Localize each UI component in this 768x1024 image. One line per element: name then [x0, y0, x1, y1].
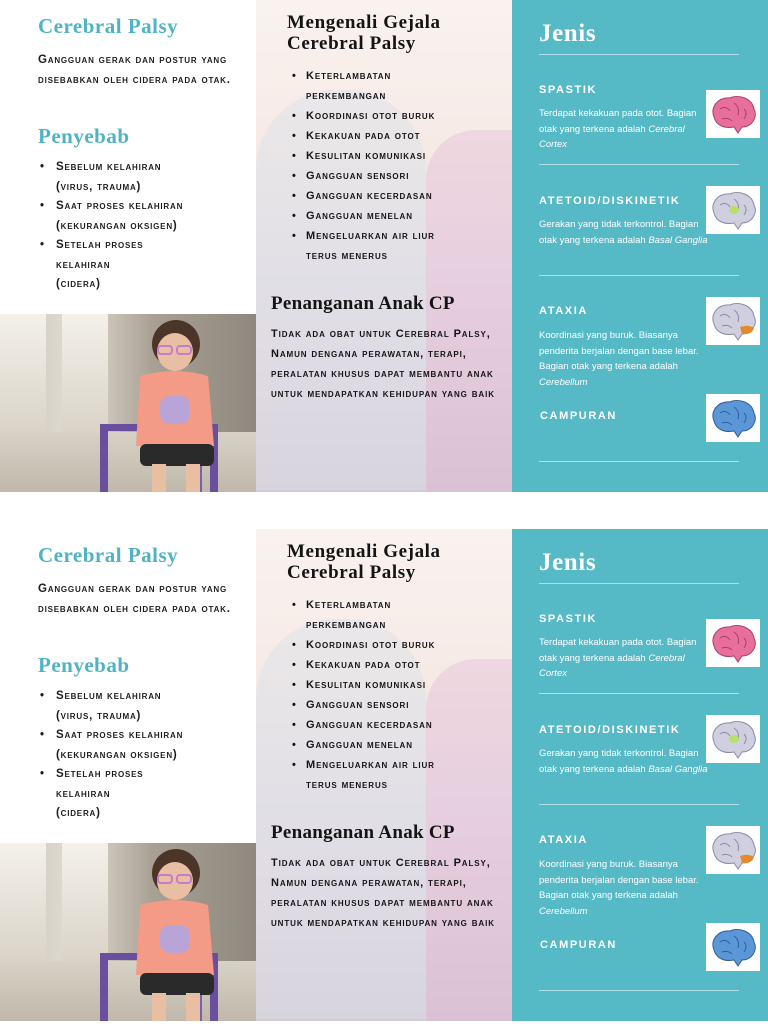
type-name: ATETOID/DISKINETIK: [539, 724, 681, 736]
symptoms-title: Mengenali Gejala Cerebral Palsy: [287, 541, 441, 583]
middle-panel: [256, 0, 512, 492]
type-name: CAMPURAN: [540, 410, 617, 422]
divider: [539, 693, 739, 694]
symptom-item: • Kesulitan komunikasi: [292, 146, 512, 166]
type-description: Koordinasi yang buruk. Biasanya penderita berjalan dengan base lebar. Bagian otak yang terkena adalah Cerebellum: [539, 330, 699, 388]
brain-basal-ganglia-icon: [706, 186, 760, 234]
divider: [539, 54, 739, 55]
type-name: SPASTIK: [539, 84, 598, 96]
cause-item: • Setelah proses kelahiran (cidera): [40, 765, 252, 824]
cause-item: • Saat proses kelahiran (kekurangan oksigen): [40, 726, 252, 765]
treatment-title: Penanganan Anak CP: [271, 822, 455, 843]
right-panel: [512, 0, 768, 492]
divider: [539, 990, 739, 991]
brochure-bottom: [0, 529, 768, 1021]
types-title: Jenis: [539, 549, 597, 576]
definition-text: Gangguan gerak dan postur yang disebabkan oleh cidera pada otak.: [38, 54, 231, 86]
type-description: Gerakan yang tidak terkontrol. Bagian otak yang terkena adalah Basal Ganglia: [539, 748, 708, 775]
type-name: ATETOID/DISKINETIK: [539, 195, 681, 207]
symptom-item: • Koordinasi otot buruk: [292, 635, 512, 655]
brain-cerebellum-icon: [706, 826, 760, 874]
symptom-item: • Gangguan menelan: [292, 735, 512, 755]
brain-blue-icon: [706, 394, 760, 442]
type-description: Terdapat kekakuan pada otot. Bagian otak yang terkena adalah Cerebral Cortex: [539, 108, 697, 150]
symptom-item: • Mengeluarkan air liur terus menerus: [292, 226, 512, 266]
symptom-item: • Gangguan kecerdasan: [292, 715, 512, 735]
middle-panel: [256, 529, 512, 1021]
treatment-title: Penanganan Anak CP: [271, 293, 455, 314]
type-name: SPASTIK: [539, 613, 598, 625]
symptom-item: • Gangguan sensori: [292, 166, 512, 186]
divider: [539, 461, 739, 462]
brain-blue-icon: [706, 923, 760, 971]
photo-child-with-walker: [0, 843, 256, 1021]
symptom-item: • Gangguan kecerdasan: [292, 186, 512, 206]
type-description: Koordinasi yang buruk. Biasanya penderita berjalan dengan base lebar. Bagian otak yang terkena adalah Cerebellum: [539, 859, 699, 917]
type-description: Terdapat kekakuan pada otot. Bagian otak yang terkena adalah Cerebral Cortex: [539, 637, 697, 679]
brain-cerebellum-icon: [706, 297, 760, 345]
symptom-item: • Kekakuan pada otot: [292, 655, 512, 675]
treatment-text: Tidak ada obat untuk Cerebral Palsy, Namun dengana perawatan, terapi, peralatan khusus dapat membantu anak untuk mendapatkan kehidupan yang baik: [271, 857, 495, 929]
divider: [539, 804, 739, 805]
cause-item: • Saat proses kelahiran (kekurangan oksigen): [40, 197, 252, 236]
symptom-item: • Keterlambatan perkembangan: [292, 66, 512, 106]
heading-penyebab: Penyebab: [38, 653, 130, 677]
title-cerebral-palsy: Cerebral Palsy: [38, 543, 179, 567]
symptoms-list: [292, 66, 512, 266]
divider: [539, 583, 739, 584]
types-title: Jenis: [539, 20, 597, 47]
type-name: ATAXIA: [539, 834, 588, 846]
type-name: ATAXIA: [539, 305, 588, 317]
symptoms-list: [292, 595, 512, 795]
symptom-item: • Mengeluarkan air liur terus menerus: [292, 755, 512, 795]
definition-text: Gangguan gerak dan postur yang disebabkan oleh cidera pada otak.: [38, 583, 231, 615]
brain-pink-icon: [706, 619, 760, 667]
cause-item: • Setelah proses kelahiran (cidera): [40, 236, 252, 295]
causes-list: [40, 158, 252, 295]
symptom-item: • Keterlambatan perkembangan: [292, 595, 512, 635]
symptom-item: • Gangguan sensori: [292, 695, 512, 715]
brochure-top: [0, 0, 768, 492]
title-cerebral-palsy: Cerebral Palsy: [38, 14, 179, 38]
symptom-item: • Kekakuan pada otot: [292, 126, 512, 146]
cause-item: • Sebelum kelahiran (virus, trauma): [40, 687, 252, 726]
symptom-item: • Gangguan menelan: [292, 206, 512, 226]
heading-penyebab: Penyebab: [38, 124, 130, 148]
right-panel: [512, 529, 768, 1021]
symptom-item: • Koordinasi otot buruk: [292, 106, 512, 126]
type-name: CAMPURAN: [540, 939, 617, 951]
treatment-text: Tidak ada obat untuk Cerebral Palsy, Namun dengana perawatan, terapi, peralatan khusus dapat membantu anak untuk mendapatkan kehidupan yang baik: [271, 328, 495, 400]
brain-pink-icon: [706, 90, 760, 138]
causes-list: [40, 687, 252, 824]
left-panel: [0, 0, 256, 492]
cause-item: • Sebelum kelahiran (virus, trauma): [40, 158, 252, 197]
divider: [539, 275, 739, 276]
symptom-item: • Kesulitan komunikasi: [292, 675, 512, 695]
symptoms-title: Mengenali Gejala Cerebral Palsy: [287, 12, 441, 54]
divider: [539, 164, 739, 165]
photo-child-with-walker: [0, 314, 256, 492]
left-panel: [0, 529, 256, 1021]
type-description: Gerakan yang tidak terkontrol. Bagian otak yang terkena adalah Basal Ganglia: [539, 219, 708, 246]
brain-basal-ganglia-icon: [706, 715, 760, 763]
